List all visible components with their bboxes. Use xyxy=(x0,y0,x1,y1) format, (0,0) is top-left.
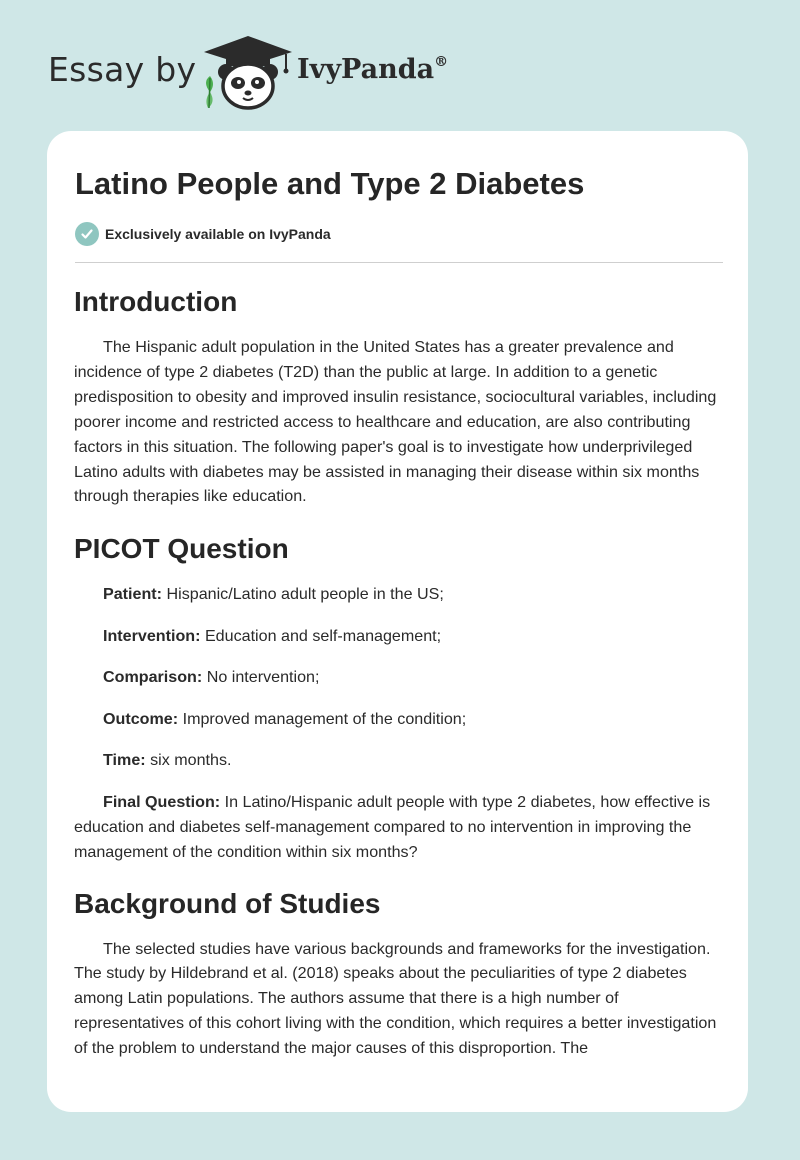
page-title: Latino People and Type 2 Diabetes xyxy=(75,166,585,201)
final-question xyxy=(74,790,726,865)
picot-text: Hispanic/Latino adult people in the US; xyxy=(162,585,444,604)
brand-prefix: Essay by xyxy=(48,50,197,89)
picot-section xyxy=(74,529,726,864)
divider xyxy=(75,262,723,263)
picot-label: Outcome: xyxy=(103,709,179,728)
picot-item xyxy=(74,748,726,773)
picot-label: Intervention: xyxy=(103,626,201,645)
brand-name[interactable]: IvyPanda® xyxy=(297,54,449,85)
article-body xyxy=(74,282,726,1061)
background-paragraph: The selected studies have various backgrounds and frameworks for the investigation. The study by Hildebrand et al. (2018) speaks about the peculiarities of type 2 diabetes among Latin populations. The authors assume that there is a high number of representatives of this cohort living with the condition, which requires a better investigation of the problem to understand the major causes of this disproportion. The xyxy=(74,939,717,1058)
picot-item xyxy=(74,665,726,690)
site-header xyxy=(0,0,800,130)
picot-item xyxy=(74,707,726,732)
picot-text: No intervention; xyxy=(202,668,320,687)
introduction-paragraph: The Hispanic adult population in the United States has a greater prevalence and incidence of type 2 diabetes (T2D) than the public at large. In addition to a genetic predisposition to obesity and improved insulin resistance, sociocultural variables, including poorer income and restricted access to healthcare and education, are also contributing factors in this situation. The following paper's goal is to investigate how underprivileged Latino adults with diabetes may be assisted in managing their disease within six months through therapies like education. xyxy=(74,338,717,506)
picot-text: Improved management of the condition; xyxy=(178,709,467,728)
check-circle-icon xyxy=(75,222,99,246)
article-card xyxy=(47,131,748,1112)
background-heading: Background of Studies xyxy=(74,887,381,919)
final-question-text: In Latino/Hispanic adult people with type 2 diabetes, how effective is education and diabetes self-management compared to no intervention in improving the management of the condition within six months? xyxy=(74,792,711,861)
picot-label: Comparison: xyxy=(103,668,203,687)
picot-label: Time: xyxy=(103,751,146,770)
panda-graduate-icon[interactable] xyxy=(200,34,296,112)
introduction-heading: Introduction xyxy=(74,286,238,317)
picot-heading: PICOT Question xyxy=(74,533,289,565)
picot-item xyxy=(74,624,726,649)
final-question-label: Final Question: xyxy=(103,792,221,811)
picot-text: Education and self-management; xyxy=(200,626,442,645)
introduction-section xyxy=(74,282,726,509)
background-section xyxy=(74,884,726,1062)
picot-text: six months. xyxy=(145,751,232,770)
registered-mark: ® xyxy=(434,54,449,70)
picot-label: Patient: xyxy=(103,585,163,604)
badge-text: Exclusively available on IvyPanda xyxy=(105,226,331,242)
exclusive-badge xyxy=(75,222,331,246)
picot-item xyxy=(74,582,726,607)
